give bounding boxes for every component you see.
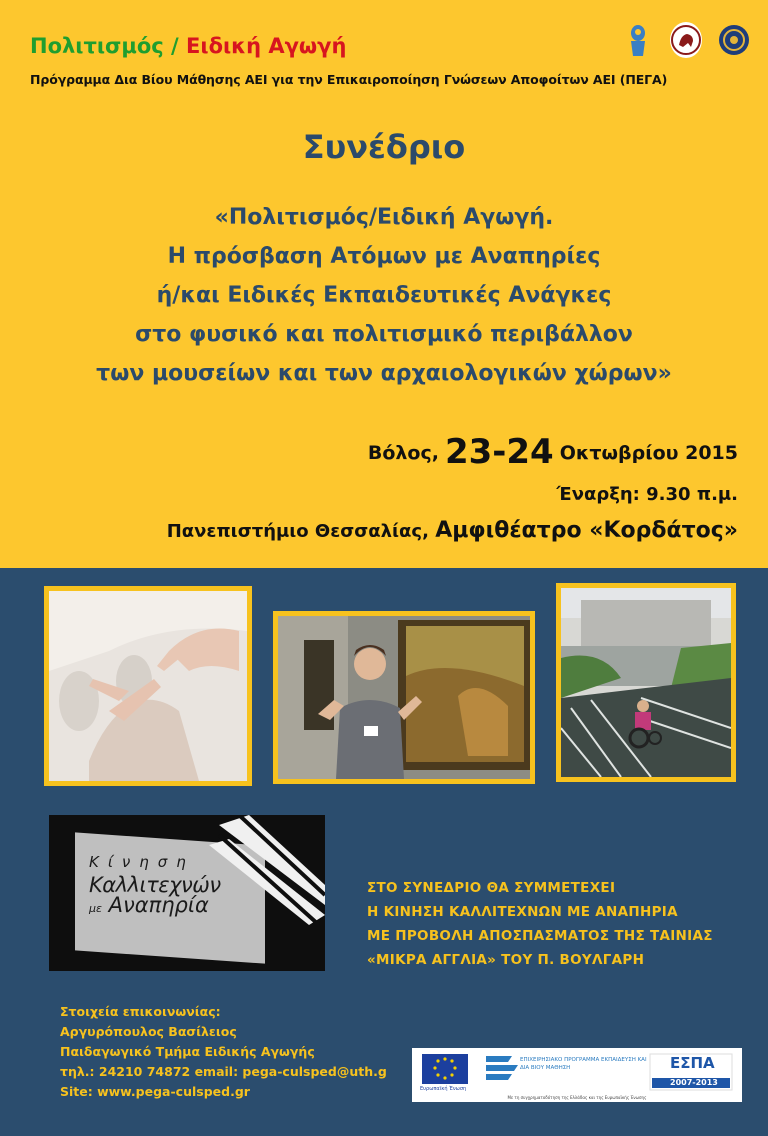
announcement-line: Η ΚΙΝΗΣΗ ΚΑΛΛΙΤΕΧΝΩΝ ΜΕ ΑΝΑΠΗΡΙΑ (367, 904, 678, 920)
espa-years: 2007-2013 (670, 1078, 718, 1087)
funding-logos (412, 1048, 742, 1102)
funding-footnote: Με τη συγχρηματοδότηση της Ελλάδας και της Ευρωπαϊκής Ένωσης (507, 1095, 647, 1100)
subtitle-line: ή/και Ειδικές Εκπαιδευτικές Ανάγκες (156, 283, 612, 308)
event-subtitle (0, 198, 768, 393)
program-label: ΕΠΙΧΕΙΡΗΣΙΑΚΟ ΠΡΟΓΡΑΜΜΑ ΕΚΠΑΙΔΕΥΣΗ ΚΑΙ ΔΙΑ ΒΙΟΥ ΜΑΘΗΣΗ (520, 1057, 647, 1071)
athena-logo-icon (622, 22, 654, 58)
contact-department: Παιδαγωγικό Τμήμα Ειδικής Αγωγής (60, 1044, 315, 1059)
subtitle-line: «Πολιτισμός/Ειδική Αγωγή. (214, 205, 554, 230)
announcement-line: «ΜΙΚΡΑ ΑΓΓΛΙΑ» ΤΟΥ Π. ΒΟΥΛΓΑΡΗ (367, 952, 645, 968)
contact-site[interactable]: Site: www.pega-culsped.gr (60, 1084, 250, 1099)
event-city: Βόλος, (367, 442, 439, 464)
film-logo-line1: Κίνηση (89, 853, 195, 871)
brand-separator: / (163, 34, 187, 58)
contact-info (60, 1002, 387, 1102)
brand-title (30, 34, 346, 58)
espa-label: ΕΣΠΑ (670, 1054, 715, 1072)
film-logo (49, 815, 325, 971)
brand-part1: Πολιτισμός (30, 34, 164, 58)
photo-museum-guide (273, 611, 535, 784)
brand-part2: Ειδική Αγωγή (186, 34, 347, 58)
announcement-line: ΣΤΟ ΣΥΝΕΔΡΙΟ ΘΑ ΣΥΜΜΕΤΕΧΕΙ (367, 880, 616, 896)
photo-accessible-site (556, 583, 736, 782)
photo-tactile-relief (44, 586, 252, 786)
film-logo-line3-main: Αναπηρία (108, 893, 209, 917)
venue-hall: Αμφιθέατρο «Κορδάτος» (435, 518, 738, 543)
subtitle-line: στο φυσικό και πολιτισμικό περιβάλλον (135, 322, 633, 347)
program-name: Πρόγραμμα Δια Βίου Μάθησης ΑΕΙ για την Επικαιροποίηση Γνώσεων Αποφοίτων ΑΕΙ (ΠΕΓΑ) (30, 72, 668, 87)
start-time: Έναρξη: 9.30 π.μ. (556, 484, 738, 505)
announcement-line: ΜΕ ΠΡΟΒΟΛΗ ΑΠΟΣΠΑΣΜΑΤΟΣ ΤΗΣ ΤΑΙΝΙΑΣ (367, 928, 713, 944)
eu-label: Ευρωπαϊκή Ένωση (420, 1086, 467, 1092)
event-date (368, 432, 738, 472)
venue-university: Πανεπιστήμιο Θεσσαλίας, (166, 521, 429, 542)
film-logo-line3-small: με (89, 902, 102, 915)
film-logo-line3 (89, 893, 221, 917)
contact-heading: Στοιχεία επικοινωνίας: (60, 1004, 221, 1019)
emblem-logo-icon (718, 22, 750, 58)
event-month-year: Οκτωβρίου 2015 (559, 442, 738, 464)
subtitle-line: των μουσείων και των αρχαιολογικών χώρων» (96, 361, 672, 386)
film-logo-line2: Καλλιτεχνών (89, 873, 221, 897)
screening-announcement (367, 876, 713, 972)
contact-name: Αργυρόπουλος Βασίλειος (60, 1024, 237, 1039)
event-title: Συνέδριο (302, 128, 466, 166)
event-days: 23-24 (444, 432, 554, 472)
institution-logos (622, 22, 750, 58)
contact-phone-email[interactable]: τηλ.: 24210 74872 email: pega-culsped@uth.g (60, 1064, 387, 1079)
venue (167, 518, 738, 543)
film-logo-text (89, 853, 221, 917)
university-seal-icon (670, 22, 702, 58)
film-light-rays-icon (209, 815, 325, 925)
subtitle-line: Η πρόσβαση Ατόμων με Αναπηρίες (167, 244, 601, 269)
